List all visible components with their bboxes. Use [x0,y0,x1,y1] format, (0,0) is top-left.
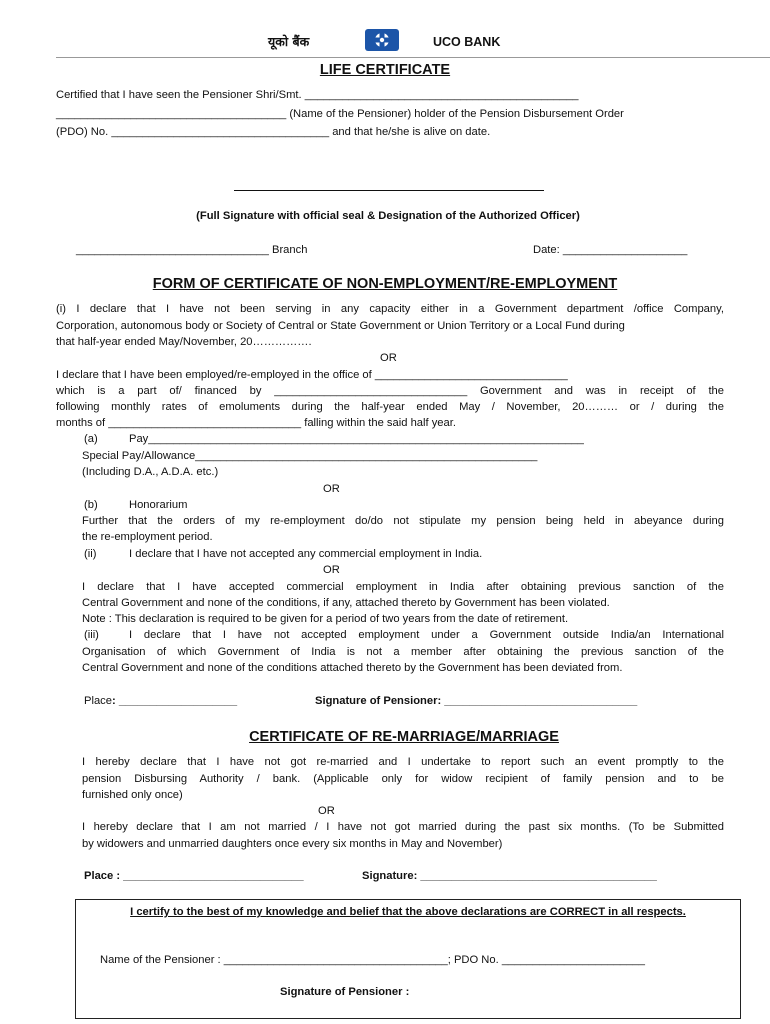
date-field: Date: ____________________ [533,244,688,256]
or-separator: OR [318,805,335,817]
or-separator: OR [323,564,340,576]
branch-field: _______________________________ Branch [76,244,308,256]
decl-i-line-2: Corporation, autonomous body or Society of Central or State Government or Union Territory or a Local Fund during [56,320,625,332]
item-b-label: (b) [84,499,98,511]
or-separator: OR [380,352,397,364]
remarriage-title: CERTIFICATE OF RE-MARRIAGE/MARRIAGE [249,729,559,745]
officer-signature-caption: (Full Signature with official seal & Designation of the Authorized Officer) [196,210,580,222]
decl-i-line-1: (i) I declare that I have not been serving in any capacity either in a Government department /office Company, [56,303,724,315]
remarriage-line-4: I hereby declare that I am not married / I have not got married during the past six months. (To be Submitted [82,821,724,833]
retirement-note: Note : This declaration is required to be given for a period of two years from the date of retirement. [82,613,569,625]
correctness-declaration: I certify to the best of my knowledge and belief that the above declarations are CORRECT in all respects. [130,906,686,918]
item-iii-label: (iii) [84,629,99,641]
commercial-line-2: Central Government and none of the conditions, if any, attached thereto by Government has been violated. [82,597,610,609]
re-employment-line-3: following monthly rates of emoluments during the half-year ended May / November, 20……… or / during the [56,401,724,413]
uco-bank-logo-icon [364,28,400,52]
remarriage-line-2: pension Disbursing Authority / bank. (Applicable only for widow recipient of family pension and to be [82,773,724,785]
commercial-line-1: I declare that I have accepted commercial employment in India after obtaining previous sanction of the [82,581,724,593]
remarriage-place-field: Place : _____________________________ [84,870,304,882]
place-label: Place [84,695,112,707]
life-cert-line-3: (PDO) No. ___________________________________ and that he/she is alive on date. [56,126,491,138]
pensioner-name-pdo-field: Name of the Pensioner : ____________________________________; PDO No. _______________________ [100,954,645,966]
item-iii-line-3: Central Government and none of the conditions attached thereto by the Government has been deviated from. [82,662,623,674]
decl-i-line-3: that half-year ended May/November, 20……………. [56,336,312,348]
non-employment-title: FORM OF CERTIFICATE OF NON-EMPLOYMENT/RE-EMPLOYMENT [152,276,618,292]
life-cert-line-2: _____________________________________ (Name of the Pensioner) holder of the Pension Disbursement Order [56,108,624,120]
item-ii-text: I declare that I have not accepted any commercial employment in India. [129,548,483,560]
item-a-label: (a) [84,433,98,445]
honorarium-label: Honorarium [129,499,188,511]
life-cert-line-1: Certified that I have seen the Pensioner Shri/Smt. ____________________________________________ [56,89,579,101]
special-pay-field: Special Pay/Allowance_______________________________________________________ [82,450,538,462]
further-line-2: the re-employment period. [82,531,213,543]
or-separator: OR [323,483,340,495]
re-employment-line-4: months of _______________________________ falling within the said half year. [56,417,456,429]
pensioner-signature-field: Signature of Pensioner: _______________________________ [315,695,638,707]
life-certificate-title: LIFE CERTIFICATE [319,62,451,78]
including-note: (Including D.A., A.D.A. etc.) [82,466,219,478]
re-employment-line-1: I declare that I have been employed/re-employed in the office of _______________________________ [56,369,568,381]
officer-signature-line [234,190,544,191]
final-pensioner-signature: Signature of Pensioner : [280,986,410,998]
header-divider [56,57,770,58]
pay-field: Pay______________________________________________________________________ [129,433,584,445]
item-iii-line-2: Organisation of which Government of India is not a member after obtaining the previous sanction of the [82,646,724,658]
remarriage-line-3: furnished only once) [82,789,183,801]
re-employment-line-2: which is a part of/ financed by _______________________________ Government and was in receipt of the [56,385,724,397]
item-ii-label: (ii) [84,548,97,560]
further-line-1: Further that the orders of my re-employment do/do not stipulate my pension being held in abeyance during [82,515,724,527]
place-blank: : ___________________ [112,695,238,707]
letterhead [0,28,770,54]
declaration-box [75,899,741,1019]
bank-name-hindi: यूको बैंक [268,34,310,49]
bank-name: UCO BANK [433,35,501,49]
remarriage-line-1: I hereby declare that I have not got re-married and I undertake to report such an event promptly to the [82,756,724,768]
remarriage-line-5: by widowers and unmarried daughters once every six months in May and November) [82,838,503,850]
item-iii-line-1: I declare that I have not accepted employment under a Government outside India/an International [129,629,724,641]
place-field [84,693,237,709]
remarriage-signature-field: Signature: ______________________________________ [362,870,657,882]
